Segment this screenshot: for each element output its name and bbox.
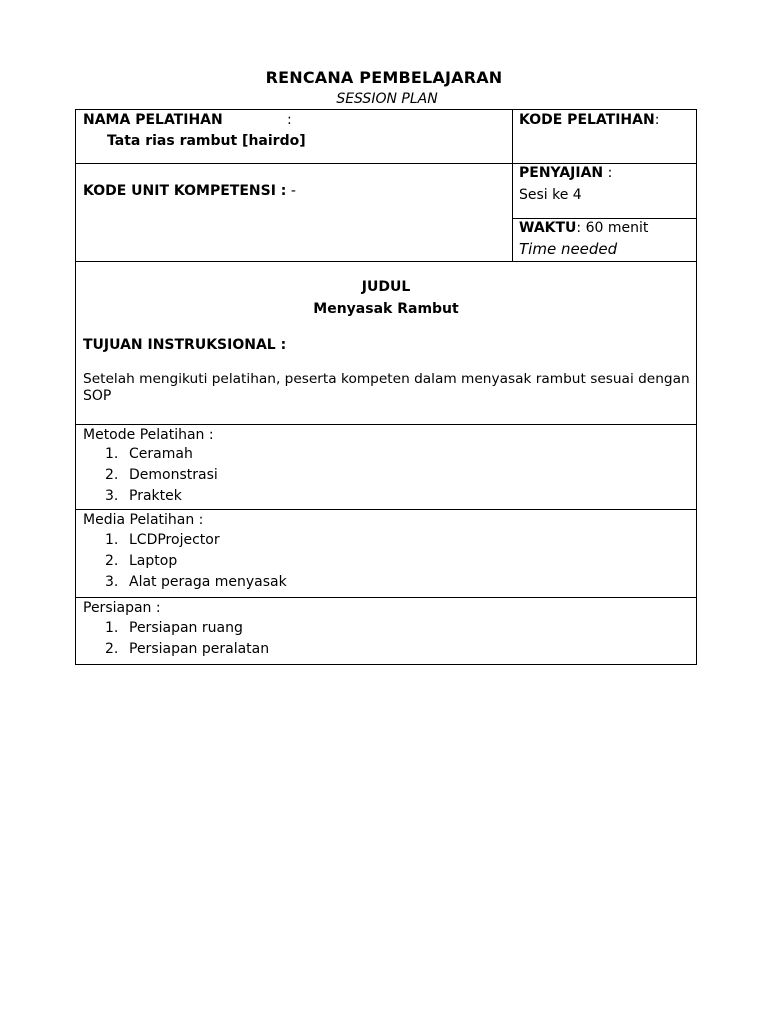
list-item-text: Laptop — [129, 553, 178, 569]
table-left-border — [75, 109, 76, 664]
list-item-text: Praktek — [129, 488, 182, 504]
list-item-text: Alat peraga menyasak — [129, 574, 287, 590]
list-item-number: 1. — [105, 620, 119, 636]
judul-label: JUDUL — [361, 279, 411, 295]
judul-value: Menyasak Rambut — [313, 301, 459, 317]
list-item — [105, 551, 287, 572]
list-item-text: Persiapan ruang — [129, 620, 243, 636]
list-item-number: 2. — [105, 641, 119, 657]
kode-pelatihan-label: KODE PELATIHAN — [519, 112, 655, 128]
row-divider-4 — [75, 509, 697, 510]
table-column-divider — [512, 109, 513, 261]
kode-pelatihan-field — [519, 111, 659, 129]
tujuan-label: TUJUAN INSTRUKSIONAL : — [83, 337, 287, 353]
list-item-text: Demonstrasi — [129, 467, 218, 483]
waktu-value: : 60 menit — [576, 220, 649, 236]
metode-list — [105, 444, 218, 507]
penyajian-colon: : — [603, 165, 613, 181]
waktu-note: Time needed — [519, 240, 618, 258]
persiapan-label: Persiapan : — [83, 600, 161, 616]
nama-pelatihan-label: NAMA PELATIHAN — [83, 112, 223, 128]
kode-unit-field — [83, 182, 296, 200]
list-item — [105, 572, 287, 593]
list-item — [105, 486, 218, 507]
list-item — [105, 444, 218, 465]
kode-unit-label: KODE UNIT KOMPETENSI : — [83, 183, 287, 199]
list-item-number: 1. — [105, 446, 119, 462]
row-divider-2 — [75, 261, 697, 262]
metode-label: Metode Pelatihan : — [83, 427, 214, 443]
list-item-number: 2. — [105, 553, 119, 569]
document-subtitle: SESSION PLAN — [336, 91, 438, 107]
row-divider-5 — [75, 597, 697, 598]
list-item — [105, 530, 287, 551]
list-item-number: 3. — [105, 488, 119, 504]
list-item-number: 1. — [105, 532, 119, 548]
waktu-field — [519, 219, 648, 237]
list-item-text: Persiapan peralatan — [129, 641, 270, 657]
table-bottom-border — [75, 664, 697, 665]
penyajian-label: PENYAJIAN — [519, 165, 604, 181]
nama-pelatihan-colon: : — [287, 112, 292, 128]
list-item-text: LCDProjector — [129, 532, 220, 548]
persiapan-list — [105, 618, 269, 660]
penyajian-value: Sesi ke 4 — [519, 187, 582, 203]
table-right-border — [696, 109, 697, 664]
list-item — [105, 618, 269, 639]
list-item-text: Ceramah — [129, 446, 193, 462]
tujuan-text-line1: Setelah mengikuti pelatihan, peserta kompeten dalam menyasak rambut sesuai dengan — [83, 371, 690, 387]
nama-pelatihan-value: Tata rias rambut [hairdo] — [107, 133, 306, 149]
row-divider-3 — [75, 424, 697, 425]
list-item — [105, 639, 269, 660]
tujuan-text-line2: SOP — [83, 388, 112, 404]
kode-unit-value: - — [286, 183, 296, 199]
kode-pelatihan-colon: : — [654, 112, 660, 128]
penyajian-field — [519, 164, 612, 182]
list-item-number: 3. — [105, 574, 119, 590]
waktu-label: WAKTU — [519, 220, 577, 236]
table-top-border — [75, 109, 697, 110]
media-list — [105, 530, 287, 593]
document-title: RENCANA PEMBELAJARAN — [265, 68, 503, 87]
list-item — [105, 465, 218, 486]
list-item-number: 2. — [105, 467, 119, 483]
media-label: Media Pelatihan : — [83, 512, 204, 528]
